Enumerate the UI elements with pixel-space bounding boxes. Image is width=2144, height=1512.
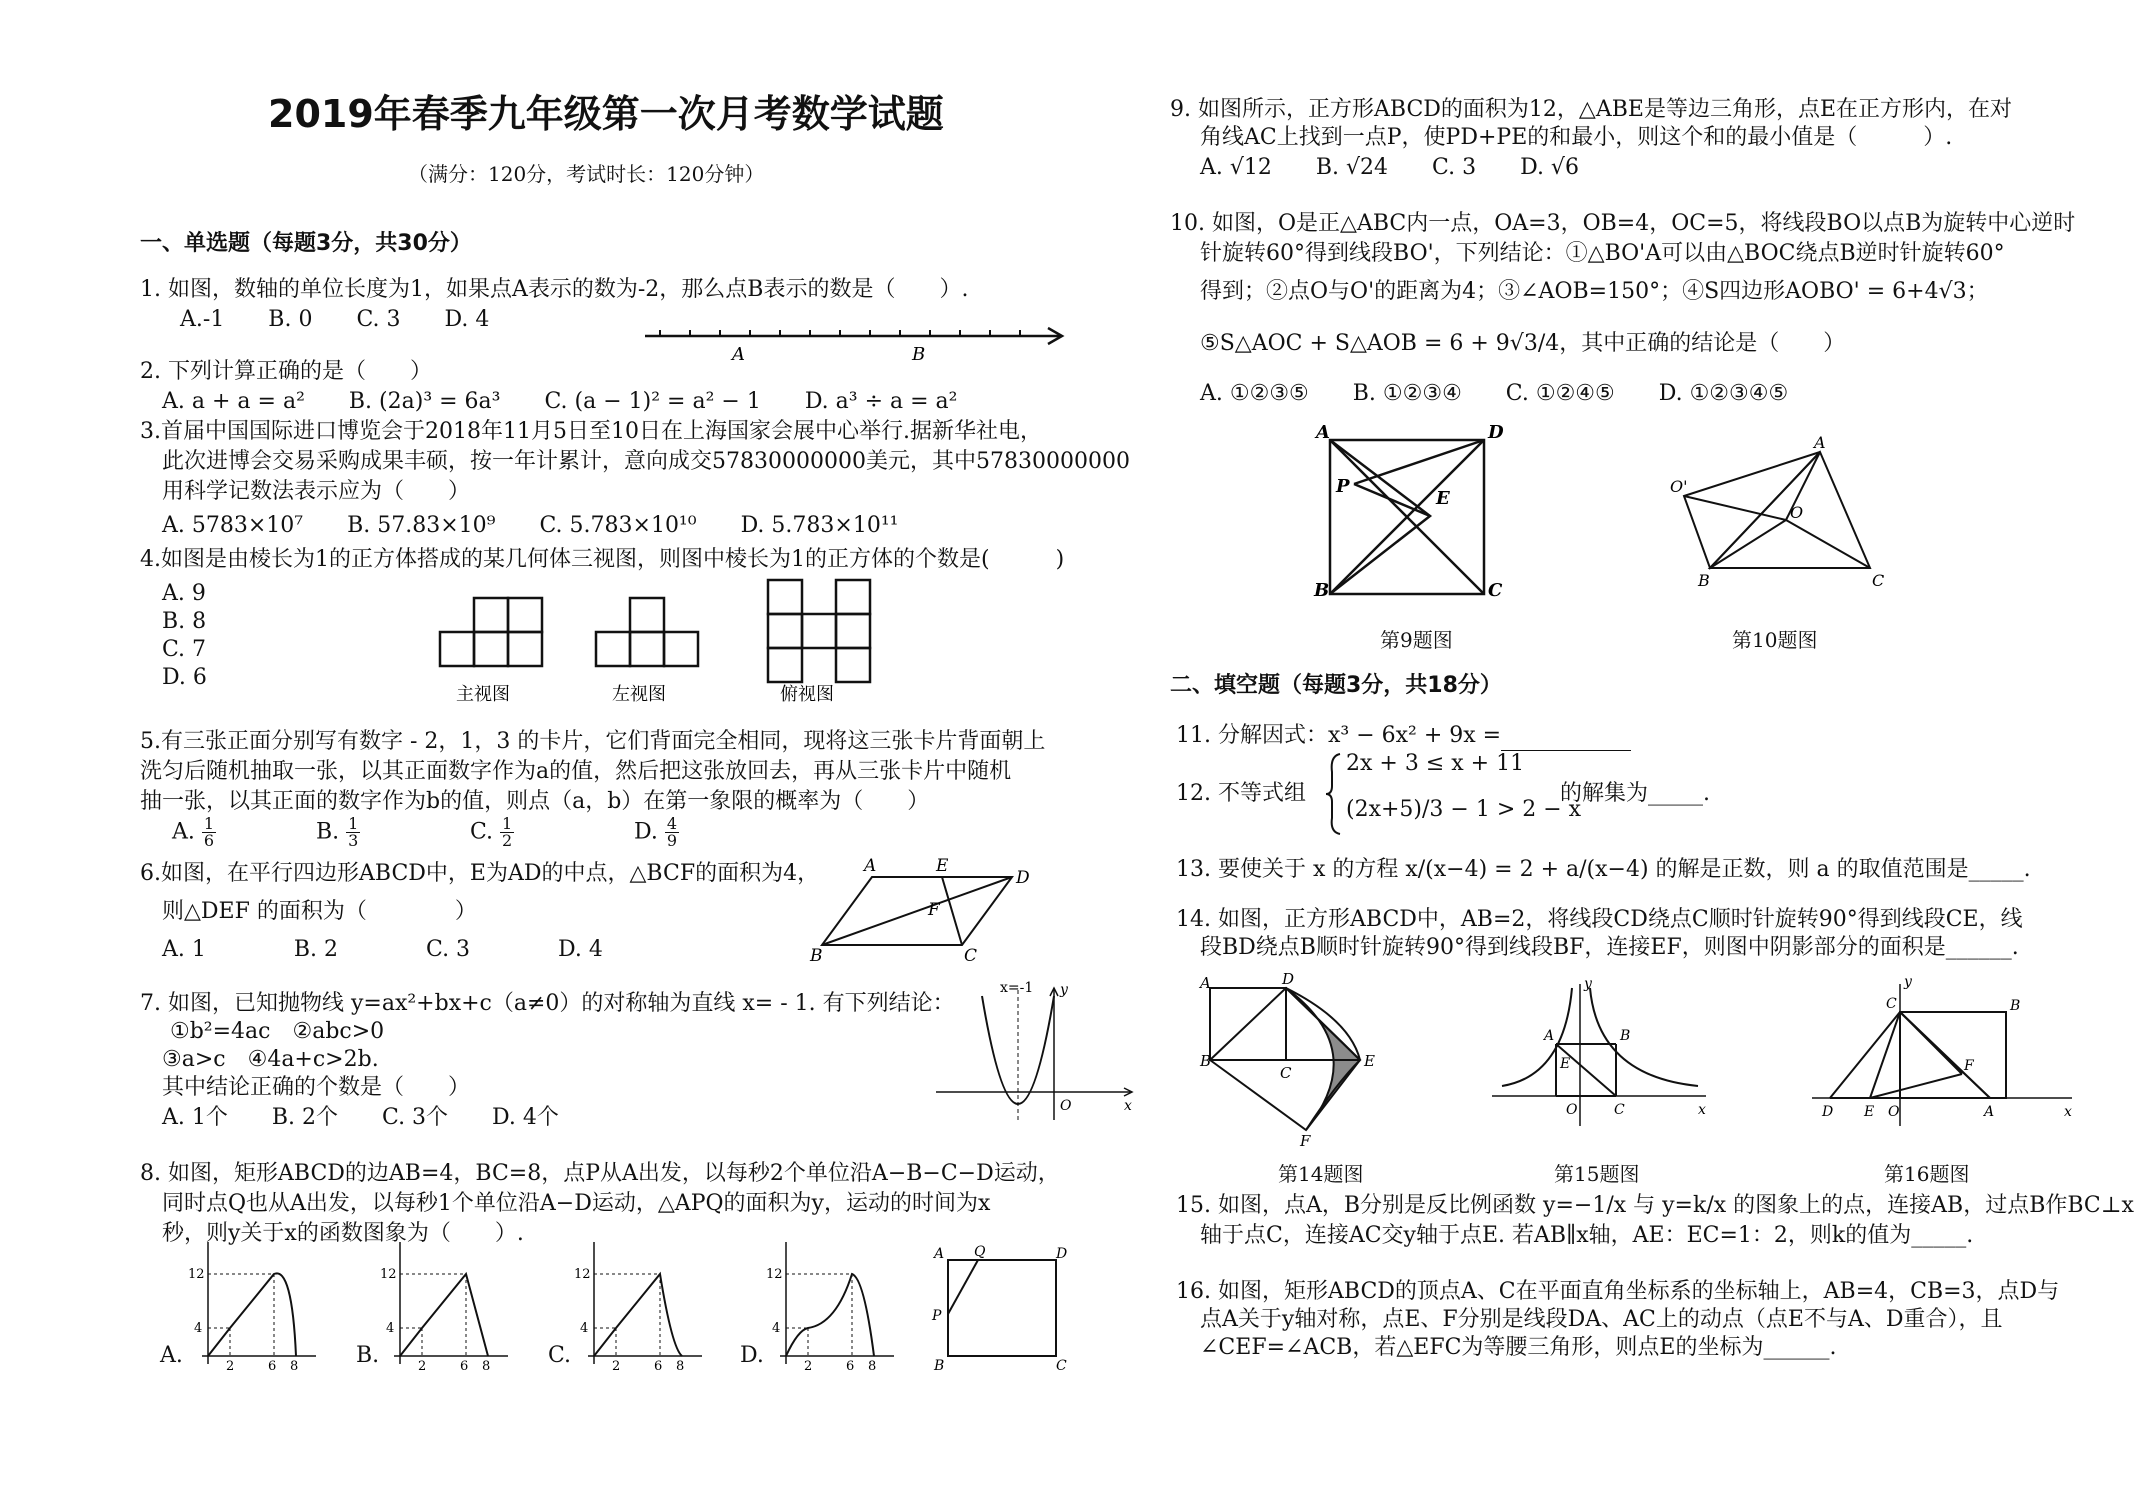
q5-option-b-fraction [346,816,360,849]
q7-line-1: 7. 如图，已知抛物线 y=ax²+bx+c（a≠0）的对称轴为直线 x= - 1. 有下列结论： [140,991,955,1016]
q10-line-1: 10. 如图，O是正△ABC内一点，OA=3，OB=4，OC=5，将线段BO以点B为旋转中心逆时 [1170,211,2076,236]
q8a-tick-6: 6 [268,1359,277,1374]
q7-parabola-figure [936,980,1136,1130]
svg-text:O: O [1888,1104,1900,1120]
q15-caption: 第15题图 [1554,1162,1640,1186]
q8d-tick-12: 12 [766,1267,783,1282]
q5-line-2: 洗匀后随机抽取一张，以其正面数字作为a的值，然后把这张放回去，再从三张卡片中随机 [140,759,1012,784]
q5-option-b-letter: B. [316,819,340,845]
q8c-tick-6: 6 [654,1359,663,1374]
q10-caption: 第10题图 [1732,628,1818,652]
q5-line-3: 抽一张，以其正面的数字作为b的值，则点（a，b）在第一象限的概率为（ ） [140,789,930,814]
q3-line-3: 用科学记数法表示应为（ ） [162,479,471,504]
q5-option-a-fraction [202,816,216,849]
q4-option-a: A. 9 [162,581,206,606]
svg-text:O': O' [1670,477,1688,496]
q15-line-2: 轴于点C，连接AC交y轴于点E. 若AB∥x轴，AE：EC=1：2，则k的值为_____. [1200,1223,1974,1248]
q13-stem: 13. 要使关于 x 的方程 x/(x−4) = 2 + a/(x−4) 的解是正数，则 a 的取值范围是_____. [1176,857,2031,882]
q11-blank[interactable] [1501,722,1631,751]
q6-label-e: E [936,856,949,876]
q8-graph-a [188,1238,318,1374]
q14-line-1: 14. 如图，正方形ABCD中，AB=2，将线段CD绕点C顺时针旋转90°得到线段CE，线 [1176,907,2023,932]
svg-text:A: A [1984,1104,1995,1120]
q14-line-2: 段BD绕点B顺时针旋转90°得到线段BF，连接EF，则图中阴影部分的面积是______. [1200,935,2019,960]
q4-option-c: C. 7 [162,637,207,662]
q4-front-view-label: 主视图 [456,684,510,705]
q16-line-1: 16. 如图，矩形ABCD的顶点A、C在平面直角坐标系的坐标轴上，AB=4，CB=3，点D与 [1176,1279,2060,1304]
q7-line-3: ③a>c ④4a+c>2b. [162,1047,379,1072]
q14-caption: 第14题图 [1278,1162,1364,1186]
q5-a-denominator: 6 [203,831,215,850]
svg-text:A: A [1544,1028,1555,1044]
svg-text:x: x [1698,1102,1706,1118]
svg-text:D: D [1822,1104,1834,1120]
q5-option-c-letter: C. [470,819,494,845]
svg-text:A: A [1814,433,1826,452]
q8b-tick-4: 4 [386,1321,395,1336]
q9-line-2: 角线AC上找到一点P，使PD+PE的和最小，则这个和的最小值是（ ）. [1200,125,1953,150]
q5-option-b [316,816,360,849]
q9-options: A. √12 B. √24 C. 3 D. √6 [1200,155,1579,180]
q7-axis-label: x=-1 [1000,980,1034,996]
q10-options: A. ①②③⑤ B. ①②③④ C. ①②④⑤ D. ①②③④⑤ [1200,381,1789,406]
q3-line-1: 3.首届中国国际进口博览会于2018年11月5日至10日在上海国家会展中心举行.据新华社电， [140,419,1042,444]
q5-d-denominator: 9 [666,831,678,850]
q9-line-1: 9. 如图所示，正方形ABCD的面积为12，△ABE是等边三角形，点E在正方形内，在对 [1170,97,2013,122]
q8b-tick-6: 6 [460,1359,469,1374]
q14-figure [1200,970,1440,1156]
q5-option-c-fraction [500,816,514,849]
q15-line-1: 15. 如图，点A，B分别是反比例函数 y=−1/x 与 y=k/x 的图象上的点，连接AB，过点B作BC⊥x [1176,1193,2134,1218]
svg-text:Q: Q [974,1244,986,1260]
q7-y-label: y [1060,982,1068,998]
q1-options: A.-1 B. 0 C. 3 D. 4 [180,307,490,332]
q5-a-numerator: 1 [203,814,215,833]
q10-line-3: 得到；②点O与O'的距离为4；③∠AOB=150°；④S四边形AOBO' = 6+4√3； [1200,279,1989,304]
q5-b-numerator: 1 [348,814,359,833]
q11-text: 11. 分解因式：x³ − 6x² + 9x = [1176,723,1502,748]
q4-top-view-label: 俯视图 [780,684,834,705]
q8-option-b-letter: B. [356,1343,380,1368]
right-column [1110,0,2144,1512]
q5-option-a [172,816,216,849]
svg-text:P: P [1336,476,1350,497]
q8-option-c-letter: C. [548,1343,572,1368]
q5-option-c [470,816,514,849]
q8b-tick-2: 2 [418,1359,427,1374]
q5-option-d [634,816,679,849]
q12-pre: 12. 不等式组 [1176,781,1306,806]
svg-text:E: E [1560,1056,1571,1072]
q5-d-numerator: 4 [666,814,678,833]
svg-text:B: B [934,1358,945,1374]
q8-line-3: 秒，则y关于x的函数图象为（ ）. [162,1221,524,1246]
q5-option-d-fraction [665,816,679,849]
svg-text:C: C [1488,580,1503,601]
q1-point-a-label: A [732,344,745,365]
q12-brace [1324,752,1344,836]
q9-square-figure [1310,424,1610,604]
q7-x-label: x [1124,1098,1132,1114]
section-2-heading: 二、填空题（每题3分，共18分） [1170,673,1502,698]
q9-caption: 第9题图 [1380,628,1453,652]
svg-text:D: D [1488,422,1504,443]
svg-text:C: C [1280,1064,1292,1082]
q5-c-numerator: 1 [502,814,513,833]
q11-stem [1176,722,1631,751]
q8-line-2: 同时点Q也从A出发，以每秒1个单位沿A−D运动，△APQ的面积为y，运动的时间为x [162,1191,991,1216]
svg-text:A: A [1200,974,1211,992]
q6-parallelogram-figure [810,855,1050,965]
q8d-tick-4: 4 [772,1321,781,1336]
q8b-tick-12: 12 [380,1267,397,1282]
q8c-tick-8: 8 [676,1359,685,1374]
svg-text:B: B [2010,998,2021,1014]
q2-options: A. a + a = a² B. (2a)³ = 6a³ C. (a − 1)² = a² − 1 D. a³ ÷ a = a² [162,389,958,414]
q4-three-views [430,570,890,720]
q8c-tick-2: 2 [612,1359,621,1374]
q3-options: A. 5783×10⁷ B. 57.83×10⁹ C. 5.783×10¹⁰ D. 5.783×10¹¹ [162,513,899,538]
q8-option-d-letter: D. [740,1343,764,1368]
svg-text:B: B [1314,580,1330,601]
q15-figure [1490,976,1710,1146]
q6-options: A. 1 B. 2 C. 3 D. 4 [162,937,603,962]
q8d-tick-8: 8 [868,1359,877,1374]
q8-rectangle-figure [932,1244,1072,1372]
q8b-tick-8: 8 [482,1359,491,1374]
svg-text:C: C [1614,1102,1625,1118]
q16-caption: 第16题图 [1884,1162,1970,1186]
q4-left-view [596,598,698,666]
q6-label-d: D [1016,868,1030,888]
svg-text:E: E [1864,1104,1875,1120]
svg-text:O: O [1566,1102,1578,1118]
q16-figure [1810,976,2080,1146]
svg-text:P: P [932,1308,942,1324]
q12-row-2: (2x+5)/3 − 1 > 2 − x [1346,797,1582,822]
svg-text:A: A [934,1246,945,1262]
q3-line-2: 此次进博会交易采购成果丰硕，按一年计累计，意向成交57830000000美元，其中57830000000 [162,449,1130,474]
q4-option-b: B. 8 [162,609,207,634]
q8c-tick-12: 12 [574,1267,591,1282]
q7-line-4: 其中结论正确的个数是（ ） [162,1075,471,1100]
q8a-tick-12: 12 [188,1267,205,1282]
svg-text:B: B [1620,1028,1631,1044]
q4-left-view-label: 左视图 [612,684,666,705]
svg-text:C: C [1886,996,1897,1012]
q4-stem: 4.如图是由棱长为1的正方体搭成的某几何体三视图，则图中棱长为1的正方体的个数是( ) [140,547,1065,572]
svg-text:D: D [1282,970,1295,988]
q6-label-c: C [964,946,978,966]
q1-number-line [640,320,1070,370]
q8a-tick-8: 8 [290,1359,299,1374]
q2-stem: 2. 下列计算正确的是（ ） [140,359,432,384]
svg-text:O: O [1790,503,1804,522]
q6-label-f: F [928,900,940,920]
q12-row-1: 2x + 3 ≤ x + 11 [1346,751,1525,776]
q8a-tick-4: 4 [194,1321,203,1336]
q5-option-a-letter: A. [172,819,195,845]
svg-text:C: C [1872,571,1885,590]
q10-triangle-figure [1670,433,1990,596]
q1-stem: 1. 如图，数轴的单位长度为1，如果点A表示的数为-2，那么点B表示的数是（ ）. [140,277,969,302]
q6-label-b: B [810,946,823,966]
q8d-tick-2: 2 [804,1359,813,1374]
q8-graph-b [380,1238,510,1374]
svg-text:B: B [1200,1052,1212,1070]
q5-line-1: 5.有三张正面分别写有数字 - 2，1，3 的卡片，它们背面完全相同，现将这三张卡片背面朝上 [140,729,1046,754]
q6-label-a: A [864,856,877,876]
q16-line-2: 点A关于y轴对称，点E、F分别是线段DA、AC上的动点（点E不与A、D重合），且 [1200,1307,2003,1332]
q8a-tick-2: 2 [226,1359,235,1374]
q4-option-d: D. 6 [162,665,207,690]
svg-text:D: D [1056,1246,1068,1262]
svg-text:F: F [1964,1058,1974,1074]
q8-option-a-letter: A. [160,1343,183,1368]
q5-b-denominator: 3 [348,831,359,850]
q16-line-3: ∠CEF=∠ACB，若△EFC为等腰三角形，则点E的坐标为______. [1200,1335,1837,1360]
q12-post: 的解集为_____. [1560,781,1710,806]
q10-line-2: 针旋转60°得到线段BO'，下列结论：①△BO'A可以由△BOC绕点B逆时针旋转60° [1200,241,2005,266]
q1-point-b-label: B [912,344,926,365]
svg-text:E: E [1364,1052,1375,1070]
svg-text:F: F [1300,1132,1311,1150]
q4-top-view [768,580,870,682]
q8-graph-c [574,1238,704,1374]
svg-text:B: B [1698,571,1710,590]
q6-line-2: 则△DEF 的面积为（ ） [162,899,477,924]
q7-options: A. 1个 B. 2个 C. 3个 D. 4个 [162,1105,559,1130]
page-subtitle: （满分：120分，考试时长：120分钟） [408,162,765,186]
svg-text:C: C [1056,1358,1067,1374]
q4-front-view [440,598,542,666]
q8-graph-d [766,1238,896,1374]
q8d-tick-6: 6 [846,1359,855,1374]
q6-line-1: 6.如图，在平行四边形ABCD中，E为AD的中点，△BCF的面积为4， [140,861,820,886]
q7-line-2: ①b²=4ac ②abc>0 [170,1019,385,1044]
svg-text:A: A [1316,422,1330,443]
page-title: 2019年春季九年级第一次月考数学试题 [268,92,944,136]
q5-option-d-letter: D. [634,819,658,845]
q10-line-4: ⑤S△AOC + S△AOB = 6 + 9√3/4，其中正确的结论是（ ） [1200,331,1846,356]
q8c-tick-4: 4 [580,1321,589,1336]
q8-line-1: 8. 如图，矩形ABCD的边AB=4，BC=8，点P从A出发，以每秒2个单位沿A−B−C−D运动， [140,1161,1060,1186]
svg-text:y: y [1584,976,1592,992]
q7-origin-label: O [1060,1098,1072,1114]
svg-text:y: y [1904,974,1912,990]
section-1-heading: 一、单选题（每题3分，共30分） [140,231,472,256]
svg-text:x: x [2064,1104,2072,1120]
q5-c-denominator: 2 [502,831,513,850]
svg-text:E: E [1436,488,1450,509]
